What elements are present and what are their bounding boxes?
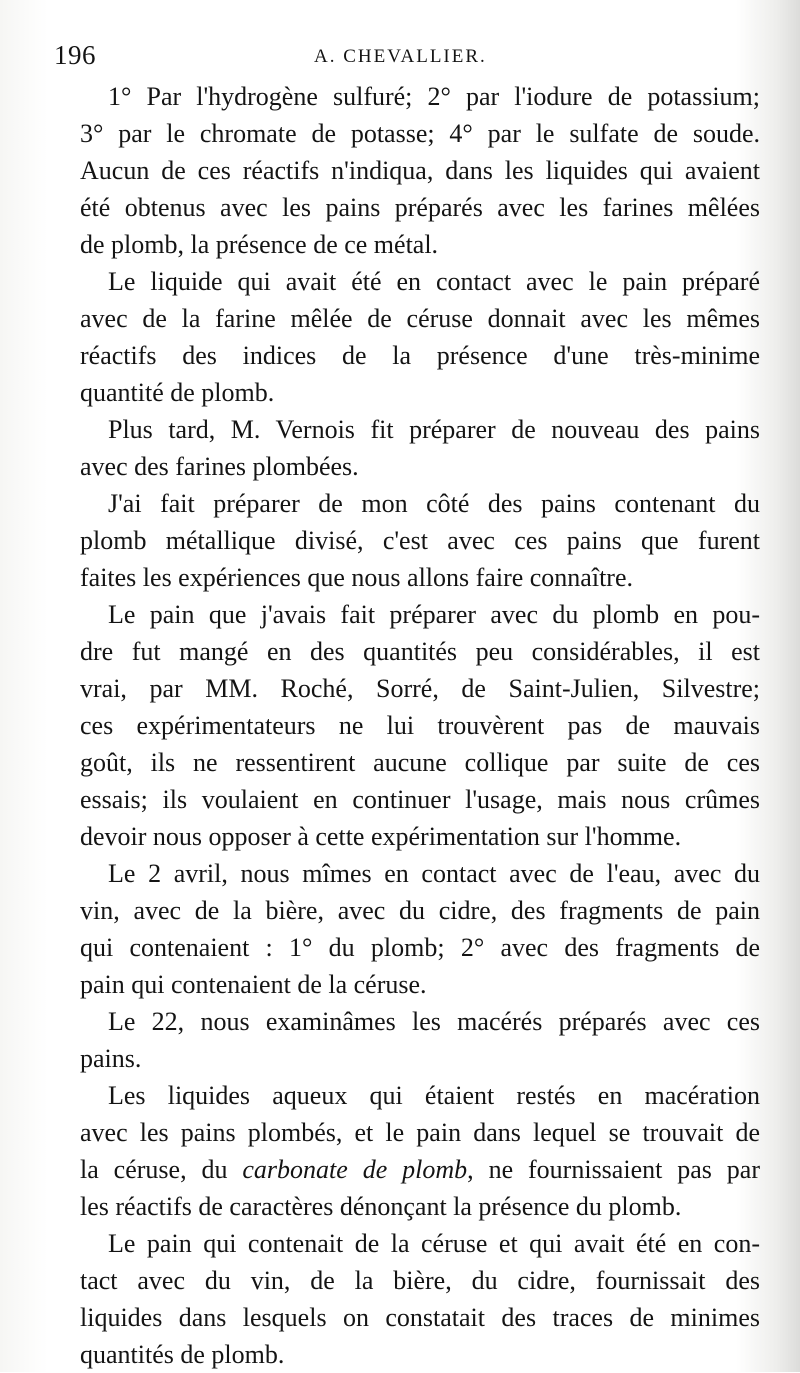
text-line: devoir nous opposer à cette expérimentation sur l'homme. [80,822,682,851]
text-line: tact avec du vin, de la bière, du cidre, fournissait des [80,1266,760,1295]
text-line: J'ai fait préparer de mon côté des pains contenant du [108,489,760,518]
paragraph-4 [52,485,760,596]
paragraph-3 [52,411,760,485]
paragraph-6 [52,855,760,1003]
text-line: Le pain que j'avais fait préparer avec du plomb en pou- [108,600,760,629]
text-line: dre fut mangé en des quantités peu considérables, il est [80,637,760,666]
text-line: quantité de plomb. [80,378,275,407]
text-segment: , ne fournissaient pas par [467,1155,760,1184]
text-line: Aucun de ces réactifs n'indiqua, dans les liquides qui avaient [80,156,760,185]
text-line: avec des farines plombées. [80,452,359,481]
text-line: été obtenus avec les pains préparés avec les farines mêlées [80,193,760,222]
page-number: 196 [54,40,96,70]
text-line: Le 22, nous examinâmes les macérés préparés avec ces [108,1007,760,1036]
text-line: avec les pains plombés, et le pain dans lequel se trouvait de [80,1118,760,1147]
text-line: qui contenaient : 1° du plomb; 2° avec des fragments de [80,933,760,962]
text-line: 1° Par l'hydrogène sulfuré; 2° par l'iodure de potassium; [108,82,760,111]
text-line: liquides dans lesquels on constatait des traces de minimes [80,1303,760,1332]
paragraph-1 [52,78,760,263]
italic-phrase: carbonate de plomb [242,1155,468,1184]
text-line: Le liquide qui avait été en contact avec le pain préparé [108,267,760,296]
text-line: avec de la farine mêlée de céruse donnait avec les mêmes [80,304,760,333]
text-line: 3° par le chromate de potasse; 4° par le sulfate de soude. [80,119,760,148]
text-line: Les liquides aqueux qui étaient restés en macération [108,1081,760,1110]
paragraph-2 [52,263,760,411]
text-line: vin, avec de la bière, avec du cidre, des fragments de pain [80,896,760,925]
text-line: plomb métallique divisé, c'est avec ces pains que furent [80,526,760,555]
text-line: pains. [80,1044,142,1073]
text-line: pain qui contenaient de la céruse. [80,970,427,999]
running-head: A. CHEVALLIER. [314,46,487,67]
paragraph-5 [52,596,760,855]
body-text [52,78,760,1373]
text-line: de plomb, la présence de ce métal. [80,230,439,259]
text-line: Le 2 avril, nous mîmes en contact avec de l'eau, avec du [108,859,760,888]
page-header [54,40,754,76]
text-line: ces expérimentateurs ne lui trouvèrent pas de mauvais [80,711,760,740]
text-line: Le pain qui contenait de la céruse et qui avait été en con- [108,1229,760,1258]
text-line: goût, ils ne ressentirent aucune collique par suite de ces [80,748,760,777]
text-line: quantités de plomb. [80,1340,285,1369]
paragraph-9 [52,1225,760,1373]
text-line: réactifs des indices de la présence d'une très-minime [80,341,760,370]
text-line: faites les expériences que nous allons faire connaître. [80,563,633,592]
text-line: les réactifs de caractères dénonçant la présence du plomb. [80,1192,682,1221]
text-line-mixed [52,1151,760,1188]
text-line: essais; ils voulaient en continuer l'usage, mais nous crûmes [80,785,760,814]
text-line: Plus tard, M. Vernois fit préparer de nouveau des pains [108,415,760,444]
paragraph-8 [52,1077,760,1225]
text-line: vrai, par MM. Roché, Sorré, de Saint-Julien, Silvestre; [80,674,760,703]
paragraph-7 [52,1003,760,1077]
text-segment: la céruse, du [80,1155,243,1184]
